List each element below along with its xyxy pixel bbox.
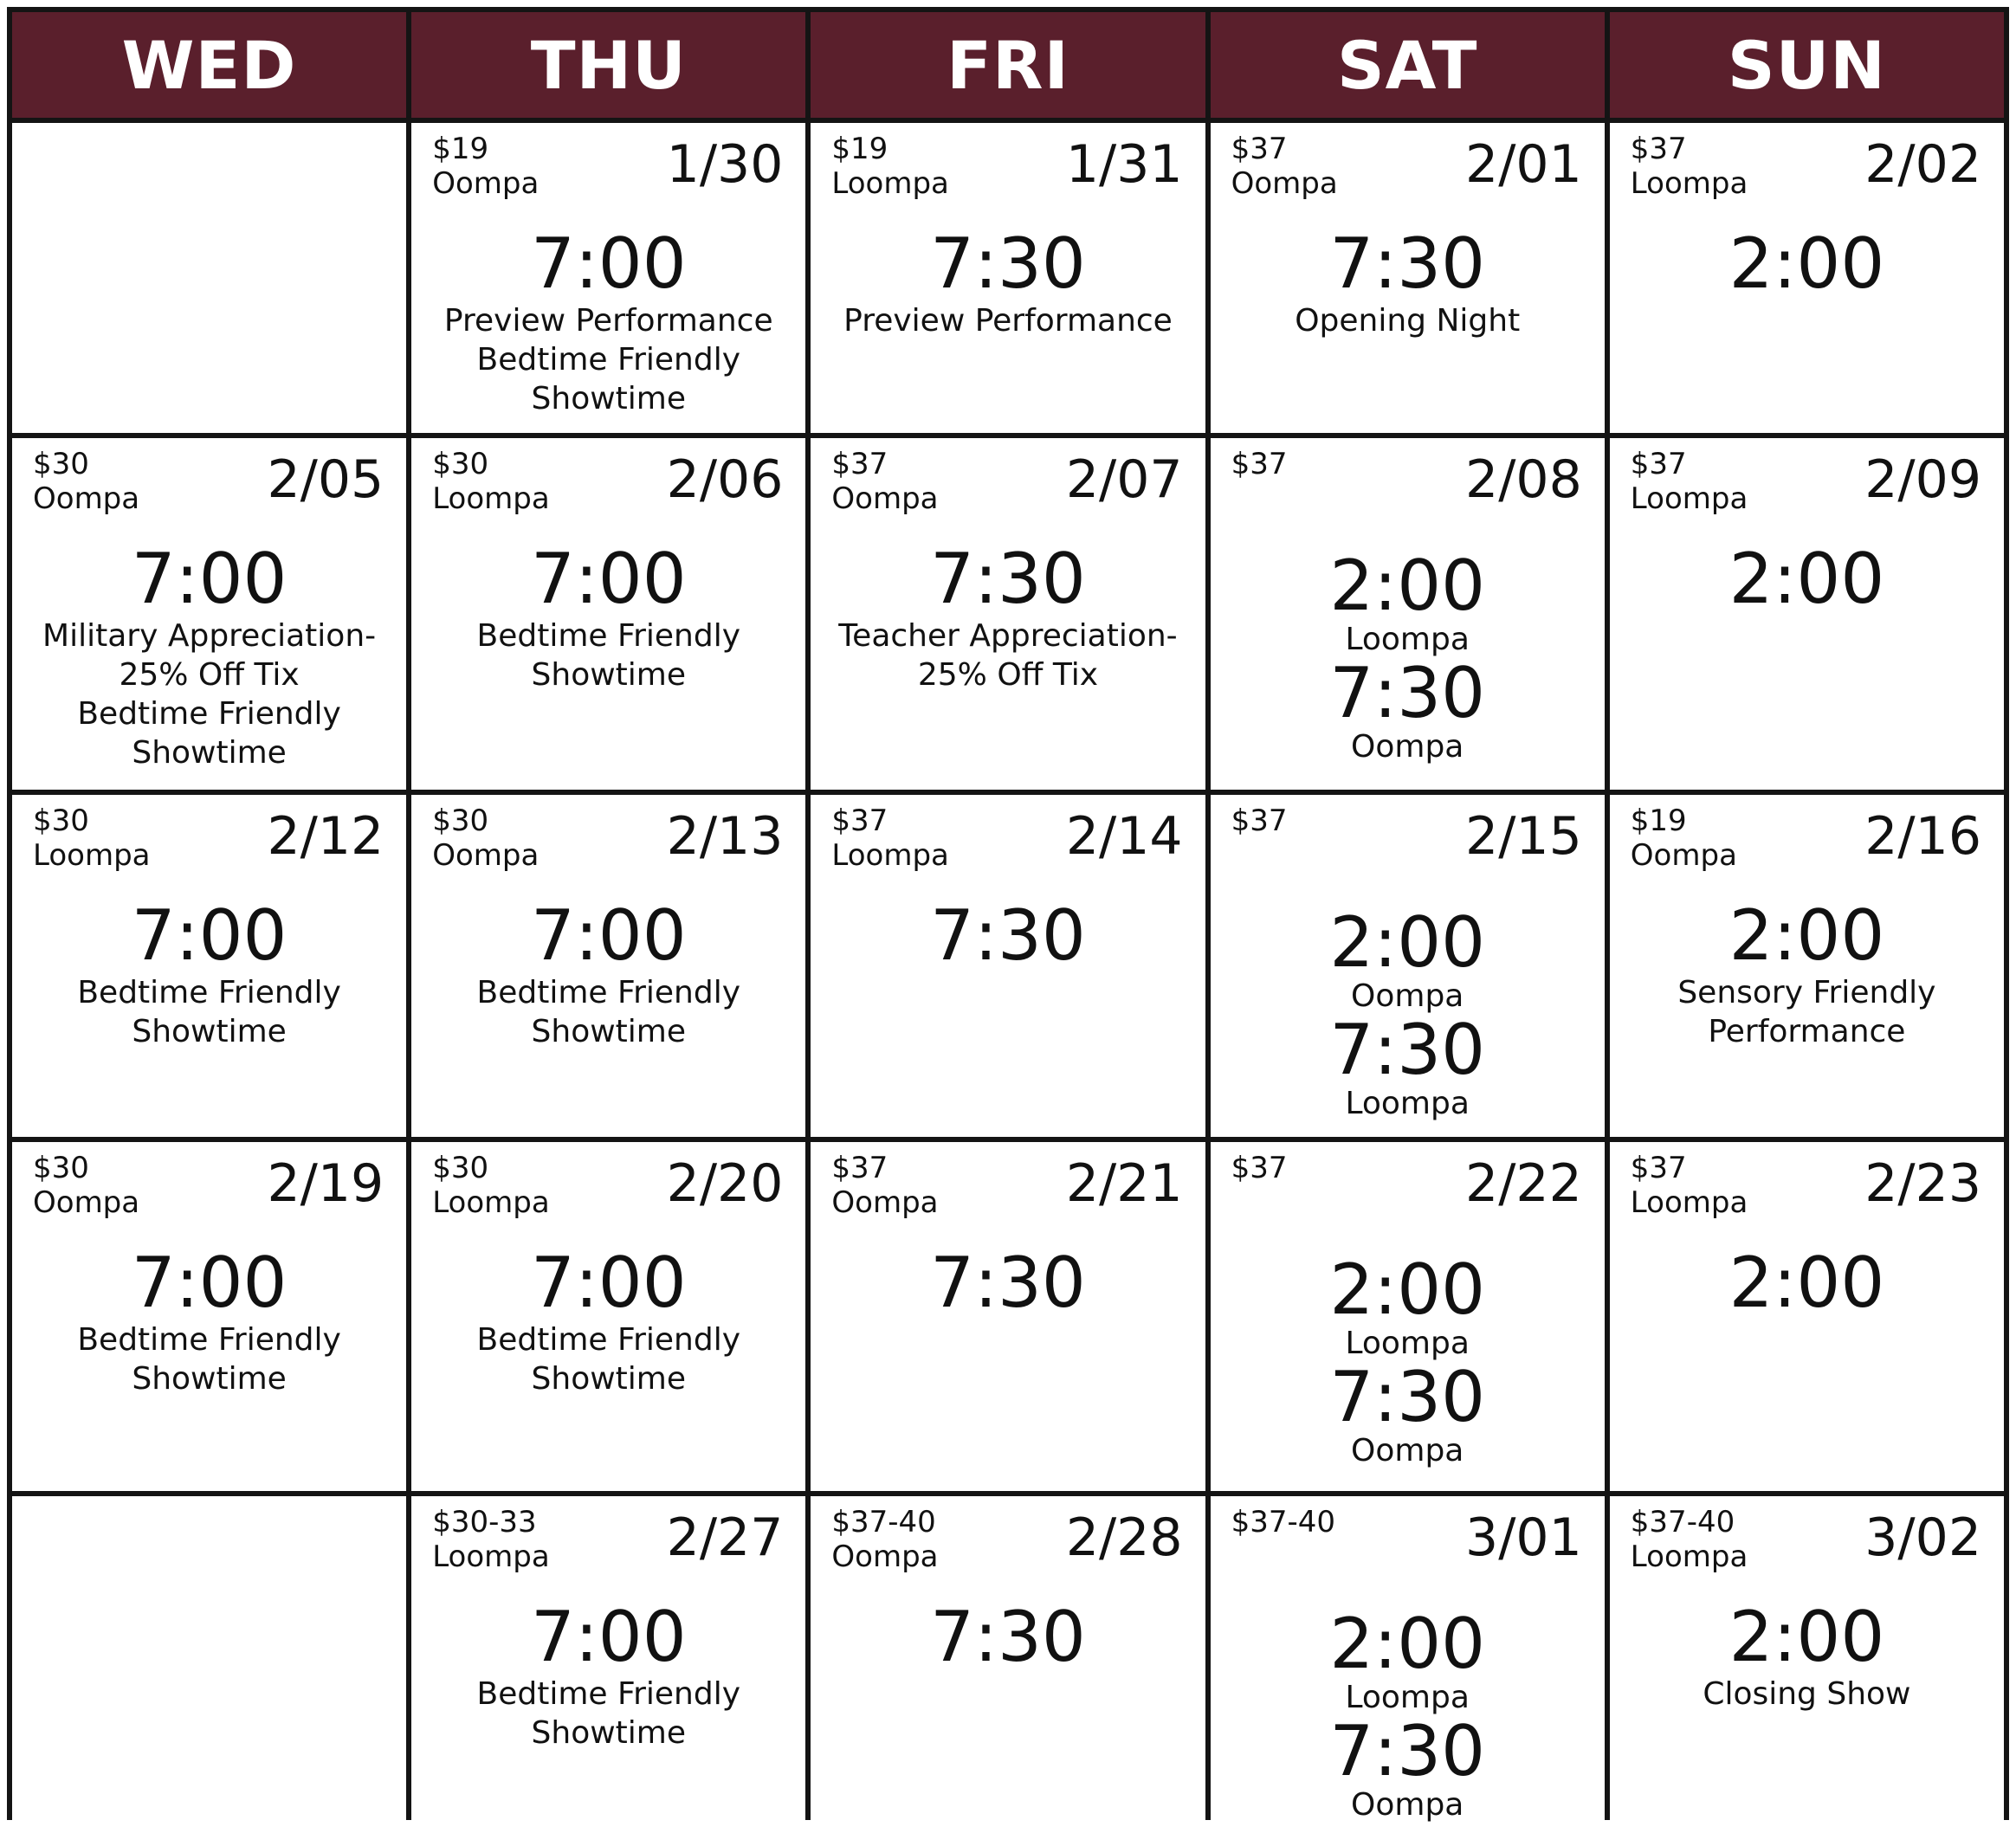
date-label: 2/19 bbox=[267, 1153, 384, 1214]
cast-label: Loompa bbox=[1630, 481, 1748, 516]
cast-label: Loompa bbox=[1630, 1539, 1748, 1574]
ticket-price: $37 bbox=[831, 447, 888, 481]
ticket-price: $37 bbox=[1630, 132, 1687, 166]
showtime: 7:00 bbox=[530, 1597, 687, 1677]
day-cell bbox=[1610, 438, 2004, 790]
showtime-block bbox=[12, 895, 406, 1051]
showtime: 7:30 bbox=[930, 1597, 1086, 1677]
cast-label: Loompa bbox=[432, 1539, 550, 1574]
day-cell bbox=[811, 1142, 1205, 1491]
showtime-block bbox=[12, 539, 406, 772]
ticket-price: $30 bbox=[432, 447, 489, 481]
showtime: 7:00 bbox=[131, 539, 288, 619]
ticket-price: $30 bbox=[432, 1151, 489, 1185]
day-cell bbox=[12, 1142, 406, 1491]
day-cell bbox=[1211, 795, 1605, 1137]
performance-note: Showtime bbox=[531, 657, 687, 693]
performance-note: Bedtime Friendly bbox=[77, 975, 341, 1010]
showtime-block bbox=[12, 1242, 406, 1398]
performance-note: Closing Show bbox=[1703, 1676, 1911, 1712]
ticket-price: $37 bbox=[1231, 1151, 1288, 1185]
day-header-sun: SUN bbox=[1610, 12, 2004, 118]
cast-label: Oompa bbox=[831, 1539, 939, 1574]
performance-note: Bedtime Friendly bbox=[476, 1676, 741, 1712]
performance-note: Bedtime Friendly bbox=[476, 618, 741, 654]
day-cell bbox=[811, 438, 1205, 790]
date-label: 2/23 bbox=[1864, 1153, 1981, 1214]
ticket-price: $37 bbox=[1231, 447, 1288, 481]
showtime: 2:00 bbox=[1329, 1249, 1486, 1330]
day-cell bbox=[411, 795, 805, 1137]
cast-label: Oompa bbox=[1231, 166, 1338, 201]
ticket-price: $37 bbox=[1231, 132, 1288, 166]
date-label: 2/07 bbox=[1065, 449, 1183, 510]
cast-label: Loompa bbox=[1345, 1680, 1470, 1715]
cast-label: Loompa bbox=[831, 838, 949, 873]
date-label: 2/27 bbox=[666, 1507, 784, 1568]
showtime: 7:30 bbox=[1329, 1357, 1486, 1437]
cast-label: Oompa bbox=[432, 166, 540, 201]
date-label: 2/14 bbox=[1065, 806, 1183, 867]
performance-note: Showtime bbox=[531, 1014, 687, 1049]
cast-label: Oompa bbox=[432, 838, 540, 873]
cast-label: Oompa bbox=[831, 1185, 939, 1220]
showtime: 7:00 bbox=[530, 223, 687, 304]
performance-note: Showtime bbox=[531, 1361, 687, 1397]
day-cell bbox=[811, 795, 1205, 1137]
cast-label: Oompa bbox=[1351, 1433, 1464, 1468]
cast-label: Loompa bbox=[432, 481, 550, 516]
cast-label: Oompa bbox=[1630, 838, 1737, 873]
showtime: 2:00 bbox=[1728, 539, 1885, 619]
cast-label: Oompa bbox=[1351, 1787, 1464, 1823]
day-cell bbox=[12, 438, 406, 790]
showtime: 2:00 bbox=[1329, 902, 1486, 983]
showtime-block bbox=[1211, 902, 1605, 1121]
ticket-price: $37-40 bbox=[1630, 1505, 1735, 1539]
day-cell bbox=[411, 438, 805, 790]
showtime: 2:00 bbox=[1728, 223, 1885, 304]
date-label: 1/30 bbox=[666, 134, 784, 195]
showtime: 7:30 bbox=[1329, 1010, 1486, 1090]
showtime: 2:00 bbox=[1329, 545, 1486, 626]
performance-note: Teacher Appreciation- bbox=[838, 618, 1178, 654]
day-cell bbox=[1211, 123, 1605, 433]
cast-label: Loompa bbox=[831, 166, 949, 201]
empty-day-cell bbox=[12, 1496, 406, 1846]
showtime: 7:30 bbox=[1329, 223, 1486, 304]
day-cell bbox=[411, 1142, 805, 1491]
cast-label: Loompa bbox=[432, 1185, 550, 1220]
performance-note: Showtime bbox=[132, 1361, 287, 1397]
day-cell bbox=[1610, 1142, 2004, 1491]
day-header-sat: SAT bbox=[1211, 12, 1605, 118]
day-header-thu: THU bbox=[411, 12, 805, 118]
date-label: 2/01 bbox=[1465, 134, 1582, 195]
showtime-block bbox=[1610, 1242, 2004, 1323]
cast-label: Loompa bbox=[1345, 1326, 1470, 1361]
showtime-block bbox=[411, 1242, 805, 1398]
performance-note: Showtime bbox=[531, 1715, 687, 1751]
showtime: 7:00 bbox=[530, 539, 687, 619]
performance-note: Bedtime Friendly bbox=[476, 975, 741, 1010]
date-label: 1/31 bbox=[1065, 134, 1183, 195]
showtime-block bbox=[811, 223, 1205, 340]
showtime: 7:30 bbox=[1329, 1711, 1486, 1791]
showtime: 2:00 bbox=[1728, 895, 1885, 976]
date-label: 3/02 bbox=[1864, 1507, 1981, 1568]
cast-label: Loompa bbox=[1345, 622, 1470, 657]
date-label: 2/08 bbox=[1465, 449, 1582, 510]
date-label: 2/13 bbox=[666, 806, 784, 867]
showtime: 2:00 bbox=[1728, 1242, 1885, 1323]
showtime-block bbox=[811, 1597, 1205, 1677]
performance-note: Bedtime Friendly bbox=[77, 696, 341, 732]
cast-label: Loompa bbox=[33, 838, 151, 873]
showtime: 2:00 bbox=[1728, 1597, 1885, 1677]
showtime: 2:00 bbox=[1329, 1604, 1486, 1684]
ticket-price: $19 bbox=[432, 132, 489, 166]
ticket-price: $37 bbox=[831, 1151, 888, 1185]
cast-label: Loompa bbox=[1630, 1185, 1748, 1220]
date-label: 2/16 bbox=[1864, 806, 1981, 867]
day-cell bbox=[1211, 1496, 1605, 1846]
performance-note: Bedtime Friendly bbox=[476, 1322, 741, 1358]
date-label: 3/01 bbox=[1465, 1507, 1582, 1568]
day-cell bbox=[811, 123, 1205, 433]
ticket-price: $37 bbox=[1630, 1151, 1687, 1185]
performance-note: Preview Performance bbox=[843, 303, 1173, 339]
performance-note: Military Appreciation- bbox=[42, 618, 377, 654]
date-label: 2/15 bbox=[1465, 806, 1582, 867]
showtime: 7:00 bbox=[131, 1242, 288, 1323]
performance-note: 25% Off Tix bbox=[917, 657, 1099, 693]
showtime: 7:30 bbox=[930, 539, 1086, 619]
day-cell bbox=[811, 1496, 1205, 1846]
day-cell bbox=[411, 1496, 805, 1846]
ticket-price: $30-33 bbox=[432, 1505, 537, 1539]
day-cell bbox=[12, 795, 406, 1137]
cast-label: Oompa bbox=[1351, 729, 1464, 765]
ticket-price: $37 bbox=[1231, 804, 1288, 838]
day-header-wed: WED bbox=[12, 12, 406, 118]
empty-day-cell bbox=[12, 123, 406, 433]
showtime-block bbox=[1610, 895, 2004, 1051]
showtime-block bbox=[1610, 539, 2004, 619]
showtime-block bbox=[411, 1597, 805, 1752]
showtime: 7:30 bbox=[930, 223, 1086, 304]
showtime-block bbox=[1211, 545, 1605, 765]
showtime: 7:00 bbox=[131, 895, 288, 976]
ticket-price: $37 bbox=[831, 804, 888, 838]
showtime: 7:00 bbox=[530, 895, 687, 976]
showtime-block bbox=[411, 895, 805, 1051]
performance-note: Bedtime Friendly bbox=[77, 1322, 341, 1358]
showtime-block bbox=[1211, 223, 1605, 340]
date-label: 2/09 bbox=[1864, 449, 1981, 510]
ticket-price: $37-40 bbox=[831, 1505, 936, 1539]
ticket-price: $30 bbox=[33, 804, 89, 838]
day-cell bbox=[1211, 438, 1605, 790]
ticket-price: $30 bbox=[33, 447, 89, 481]
day-cell bbox=[411, 123, 805, 433]
cast-label: Loompa bbox=[1345, 1086, 1470, 1121]
showtime-block bbox=[1211, 1249, 1605, 1468]
cast-label: Loompa bbox=[1630, 166, 1748, 201]
day-cell bbox=[1610, 1496, 2004, 1846]
showtime: 7:30 bbox=[930, 1242, 1086, 1323]
performance-note: Performance bbox=[1708, 1014, 1906, 1049]
date-label: 2/06 bbox=[666, 449, 784, 510]
performance-note: Showtime bbox=[132, 1014, 287, 1049]
showtime-block bbox=[811, 539, 1205, 694]
schedule-calendar bbox=[7, 7, 2009, 1823]
ticket-price: $19 bbox=[831, 132, 888, 166]
performance-note: Preview Performance bbox=[443, 303, 773, 339]
date-label: 2/21 bbox=[1065, 1153, 1183, 1214]
date-label: 2/28 bbox=[1065, 1507, 1183, 1568]
performance-note: Bedtime Friendly bbox=[476, 342, 741, 378]
ticket-price: $19 bbox=[1630, 804, 1687, 838]
ticket-price: $37-40 bbox=[1231, 1505, 1336, 1539]
showtime-block bbox=[1211, 1604, 1605, 1823]
ticket-price: $30 bbox=[33, 1151, 89, 1185]
showtime-block bbox=[411, 539, 805, 694]
showtime-block bbox=[1610, 1597, 2004, 1714]
showtime-block bbox=[1610, 223, 2004, 304]
performance-note: 25% Off Tix bbox=[119, 657, 300, 693]
date-label: 2/20 bbox=[666, 1153, 784, 1214]
showtime-block bbox=[811, 1242, 1205, 1323]
day-cell bbox=[1610, 123, 2004, 433]
showtime-block bbox=[811, 895, 1205, 976]
performance-note: Showtime bbox=[531, 381, 687, 416]
performance-note: Sensory Friendly bbox=[1677, 975, 1936, 1010]
date-label: 2/12 bbox=[267, 806, 384, 867]
cast-label: Oompa bbox=[33, 481, 140, 516]
showtime: 7:30 bbox=[930, 895, 1086, 976]
day-cell bbox=[1610, 795, 2004, 1137]
date-label: 2/22 bbox=[1465, 1153, 1582, 1214]
performance-note: Showtime bbox=[132, 735, 287, 771]
ticket-price: $37 bbox=[1630, 447, 1687, 481]
date-label: 2/02 bbox=[1864, 134, 1981, 195]
day-cell bbox=[1211, 1142, 1605, 1491]
showtime: 7:00 bbox=[530, 1242, 687, 1323]
cast-label: Oompa bbox=[1351, 978, 1464, 1014]
ticket-price: $30 bbox=[432, 804, 489, 838]
cast-label: Oompa bbox=[33, 1185, 140, 1220]
showtime-block bbox=[411, 223, 805, 418]
date-label: 2/05 bbox=[267, 449, 384, 510]
cast-label: Oompa bbox=[831, 481, 939, 516]
performance-note: Opening Night bbox=[1295, 303, 1521, 339]
day-header-fri: FRI bbox=[811, 12, 1205, 118]
showtime: 7:30 bbox=[1329, 653, 1486, 733]
